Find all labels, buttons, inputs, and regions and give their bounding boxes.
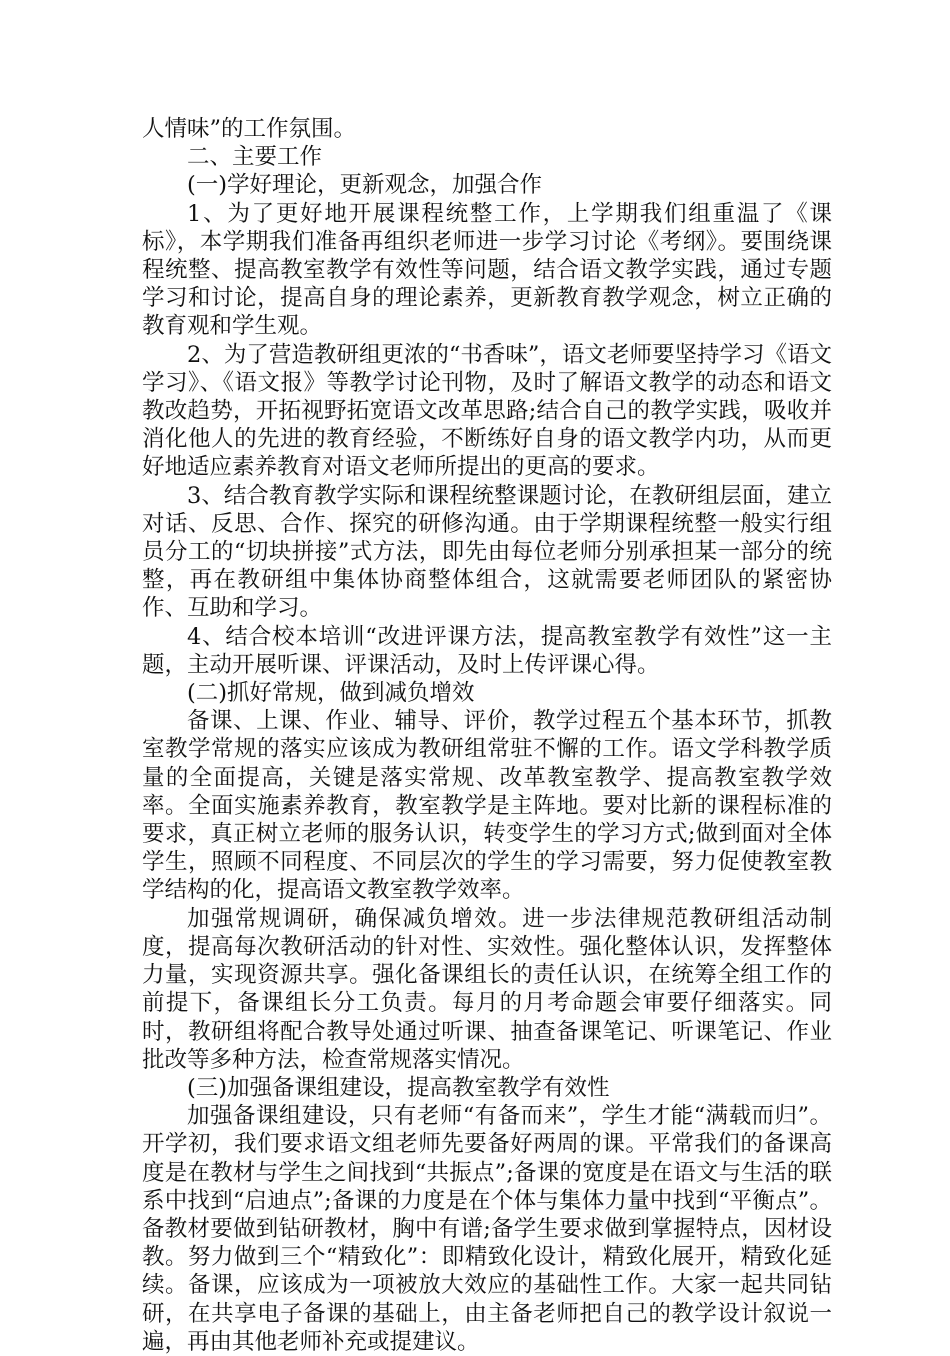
document-body — [142, 115, 832, 1356]
subsection-heading-1: (一)学好理论，更新观念，加强合作 — [187, 172, 543, 199]
subsection-heading-2: (二)抓好常规，做到减负增效 — [187, 680, 475, 707]
paragraph-item-4: 4、结合校本培训“改进评课方法，提高教室教学有效性”这一主题，主动开展听课、评课活动，及时上传评课心得。 — [142, 623, 832, 678]
section-heading-main-work: 二、主要工作 — [187, 144, 323, 171]
paragraph-item-1: 1、为了更好地开展课程统整工作，上学期我们组重温了《课标》，本学期我们准备再组织老师进一步学习讨论《考纲》。要围绕课程统整、提高教室教学有效性等问题，结合语文教学实践，通过专题学习和讨论，提高自身的理论素养，更新教育教学观念，树立正确的教育观和学生观。 — [142, 200, 832, 340]
paragraph-routine: 备课、上课、作业、辅导、评价，教学过程五个基本环节，抓教室教学常规的落实应该成为教研组常驻不懈的工作。语文学科教学质量的全面提高，关键是落实常规、改革教室教学、提高教室教学效率。全面实施素养教育，教室教学是主阵地。要对比新的课程标准的要求，真正树立老师的服务认识，转变学生的学习方式;做到面对全体学生，照顾不同程度、不同层次的学生的学习需要，努力促使教室教学结构的化，提高语文教室教学效率。 — [142, 708, 832, 904]
paragraph-item-2: 2、为了营造教研组更浓的“书香味”，语文老师要坚持学习《语文学习》、《语文报》等教学讨论刊物，及时了解语文教学的动态和语文教改趋势，开拓视野拓宽语文改革思路;结合自己的教学实践，吸收并消化他人的先进的教育经验，不断练好自身的语文教学内功，从而更好地适应素养教育对语文老师所提出的更高的要求。 — [142, 341, 832, 481]
paragraph-lesson-prep: 加强备课组建设，只有老师“有备而来”，学生才能“满载而归”。开学初，我们要求语文组老师先要备好两周的课。平常我们的备课高度是在教材与学生之间找到“共振点”;备课的宽度是在语文与生活的联系中找到“启迪点”;备课的力度是在个体与集体力量中找到“平衡点”。备教材要做到钻研教材，胸中有谱;备学生要求做到掌握特点，因材设教。努力做到三个“精致化”：即精致化设计，精致化展开，精致化延续。备课，应该成为一项被放大效应的基础性工作。大家一起共同钻研，在共享电子备课的基础上，由主备老师把自己的教学设计叙说一遍，再由其他老师补充或提建议。 — [142, 1103, 832, 1355]
paragraph-continuation: 人情味”的工作氛围。 — [142, 116, 357, 142]
paragraph-research: 加强常规调研，确保减负增效。进一步法律规范教研组活动制度，提高每次教研活动的针对性、实效性。强化整体认识，发挥整体力量，实现资源共享。强化备课组长的责任认识，在统筹全组工作的前提下，备课组长分工负责。每月的月考命题会审要仔细落实。同时，教研组将配合教导处通过听课、抽查备课笔记、听课笔记、作业批改等多种方法，检查常规落实情况。 — [142, 905, 832, 1073]
paragraph-item-3: 3、结合教育教学实际和课程统整课题讨论，在教研组层面，建立对话、反思、合作、探究的研修沟通。由于学期课程统整一般实行组员分工的“切块拼接”式方法，即先由每位老师分别承担某一部分的统整，再在教研组中集体协商整体组合，这就需要老师团队的紧密协作、互助和学习。 — [142, 482, 832, 622]
subsection-heading-3: (三)加强备课组建设，提高教室教学有效性 — [187, 1074, 610, 1101]
